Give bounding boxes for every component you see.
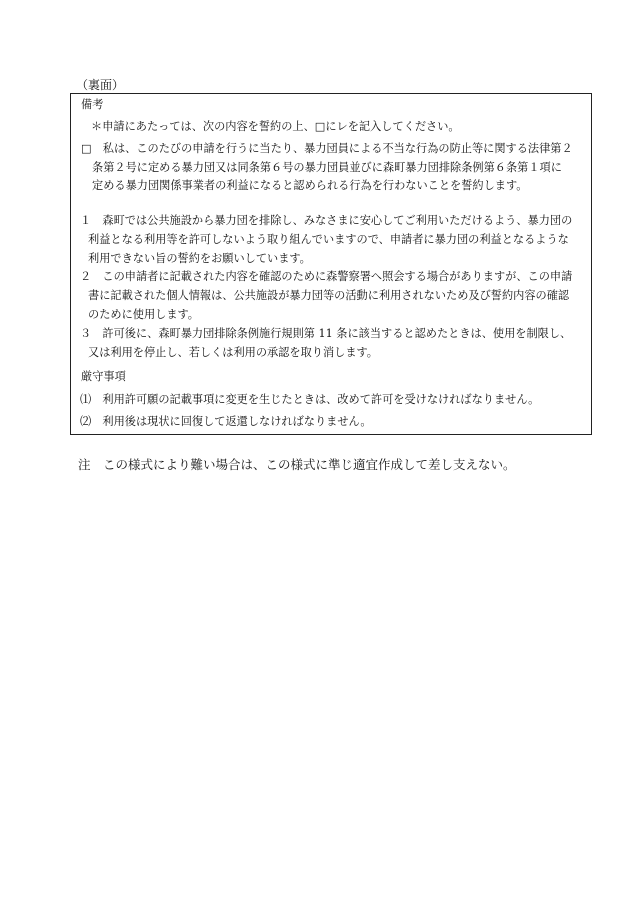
- item-2-line-3: のために使用します。: [88, 308, 199, 321]
- remarks-heading: 備考: [81, 98, 104, 111]
- item-1-line-3: 利用できない旨の誓約をお願いしています。: [88, 252, 311, 265]
- pledge-line-3: 定める暴力団関係事業者の利益になると認められる行為を行わないことを誓約します。: [92, 179, 528, 192]
- item-1-line-1: １ 森町では公共施設から暴力団を排除し、みなさまに安心してご利用いただけるよう、暴力団の: [80, 214, 573, 227]
- item-3-line-1: ３ 許可後に、森町暴力団排除条例施行規則第 11 条に該当すると認めたときは、使用を制限し、: [80, 327, 572, 340]
- compliance-item-2: ⑵ 利用後は現状に回復して返還しなければなりません。: [80, 415, 372, 428]
- item-1-line-2: 利益となる利用等を許可しないよう取り組んでいますので、申請者に暴力団の利益となるような: [88, 233, 569, 246]
- item-2-line-1: ２ この申請者に記載された内容を確認のために森警察署へ照会する場合がありますが、この申請: [80, 270, 573, 283]
- footer-note: 注 この様式により難い場合は、この様式に準じ適宜作成して差し支えない。: [78, 457, 516, 472]
- item-2-line-2: 書に記載された個人情報は、公共施設が暴力団等の活動に利用されないため及び誓約内容の確認: [88, 289, 570, 302]
- instruction-text: ＊申請にあたっては、次の内容を誓約の上、□にレを記入してください。: [91, 120, 460, 133]
- compliance-item-1: ⑴ 利用許可願の記載事項に変更を生じたときは、改めて許可を受けなければなりません。: [80, 393, 540, 406]
- compliance-heading: 厳守事項: [81, 370, 126, 383]
- pledge-line-2: 条第２号に定める暴力団又は同条第６号の暴力団員並びに森町暴力団排除条例第６条第１項に: [92, 161, 562, 174]
- pledge-line-1: □ 私は、このたびの申請を行うに当たり、暴力団員による不当な行為の防止等に関する法律第２: [81, 142, 573, 155]
- page-side-label: （裏面）: [76, 78, 125, 92]
- remarks-box: [70, 93, 592, 435]
- item-3-line-2: 又は利用を停止し、若しくは利用の承認を取り消します。: [88, 346, 378, 359]
